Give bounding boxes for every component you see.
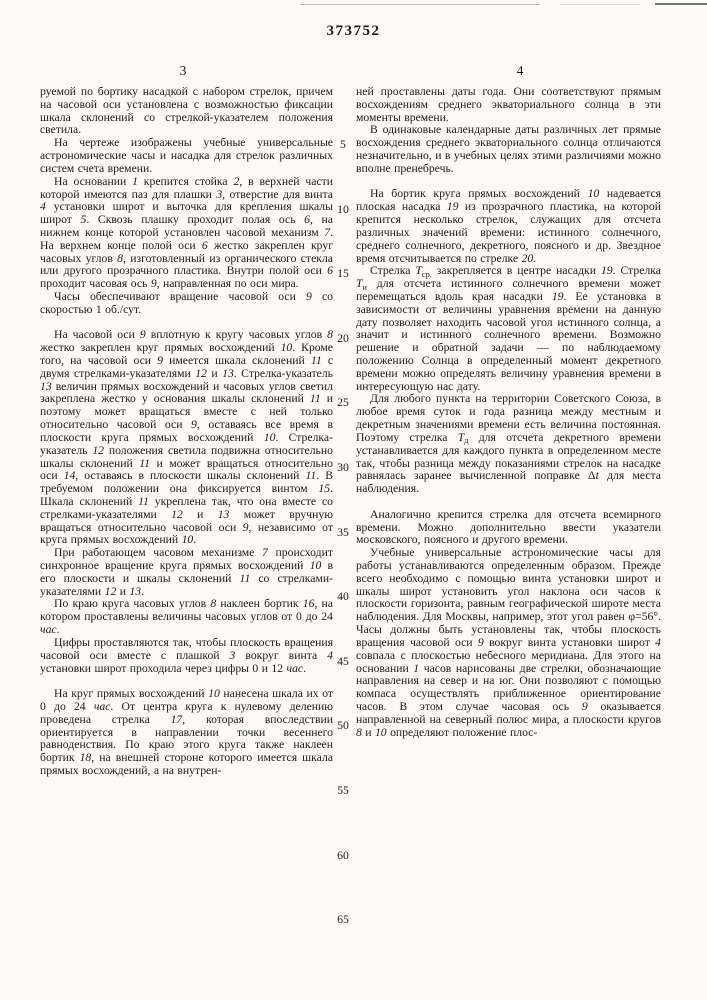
- scan-artifact-line: [300, 4, 540, 5]
- patent-number: 373752: [326, 23, 381, 39]
- paragraph: В одинаковые календарные даты различных лет прямые восхождения среднего экваториального солнца отличаются незначительно, и в учебных целях этими различиями можно вполне пренебречь.: [356, 123, 661, 175]
- paragraph: На бортик круга прямых восхождений 10 надевается плоская насадка 19 из прозрачного пластика, на которой крепится несколько стрелок, служащих для отсчета различных значений времени: истинного солнечного, среднего солнечного, декретного, поясного и др. Звездное время отсчитывается по стрелке 20.: [356, 187, 662, 265]
- paragraph: Цифры проставляются так, чтобы плоскость вращения часовой оси вместе с плашкой 3 вокруг винта 4 установки широт проходила через цифры 0 и 12 час.: [40, 635, 333, 675]
- page-number-left: 3: [179, 63, 187, 78]
- paragraph: На чертеже изображены учебные универсальные астрономические часы и насадка для стрелок различных систем счета времени.: [40, 136, 333, 175]
- paragraph: руемой по бортику насадкой с набором стрелок, причем на часовой оси установлена с возможностью фиксации шкала склонений со стрелкой-указателем положения светила.: [40, 85, 333, 137]
- gutter-line-number: 25: [337, 395, 349, 410]
- scan-artifact-line: [655, 3, 707, 5]
- gutter-line-number: 15: [337, 266, 349, 281]
- paragraph: На круг прямых восхождений 10 нанесена шкала их от 0 до 24 час. От центра круга к нулевому делению проведена стрелка 17, которая впоследствии ориентируется в направлении точки весеннего равноденствия. По краю этого круга также наклеен бортик 18, на внешней стороне которого имеется шкала прямых восхождений, а на внутрен-: [40, 687, 334, 778]
- paragraph: При работающем часовом механизме 7 происходит синхронное вращение круга прямых восхождений 10 в его плоскости и шкалы склонений 11 со стрелками-указателями 12 и 13.: [40, 546, 333, 598]
- gutter-line-number: 35: [337, 524, 349, 539]
- paragraph: Стрелка $Т_{ср.}$ закрепляется в центре насадки 19. Стрелка $Т_и$ для отсчета истинного солнечного времени может перемещаться вдоль края насадки 19. Ее установка в зависимости от величины уравнения времени на данную дату позволяет находить часовой угол истинного солнца, а значит и истинного солнечного времени. Возможно решение и обратной задачи — по наблюдаемому положению Солнца в определенный момент декретного времени можно определять величину уравнения времени в интересующую нас дату.: [356, 264, 661, 393]
- gutter-line-number: 65: [337, 912, 349, 927]
- scan-artifact-line: [560, 4, 640, 5]
- paragraph: ней проставлены даты года. Они соответствуют прямым восхождениям среднего экваториального солнца в эти моменты времени.: [356, 85, 661, 124]
- paragraph: По краю круга часовых углов 8 наклеен бортик 16, на котором проставлены величины часовых углов от 0 до 24 час.: [40, 597, 333, 637]
- paragraph: На часовой оси 9 вплотную к кругу часовых углов 8 жестко закреплен круг прямых восхождений 10. Кроме того, на часовой оси 9 имеется шкала склонений 11 с двумя стрелками-указателями 12 и 13. Стрелка-указатель 13 величин прямых восхождений и часовых углов светил закреплена жестко у основания шкалы склонений 11 и поэтому может вращаться вместе с ней только относительно часовой оси 9, оставаясь все время в плоскости круга прямых восхождений 10. Стрелка-указатель 12 положения светила подвижна относительно шкалы склонений 11 и может вращаться относительно оси 14, оставаясь в плоскости шкалы склонений 11. В требуемом положении она фиксируется винтом 15. Шкала склонений 11 укреплена так, что она вместе со стрелками-указателями 12 и 13 может вручную вращаться относительно часовой оси 9, независимо от круга прямых восхождений 10.: [40, 328, 334, 547]
- gutter-line-number: 50: [337, 718, 349, 733]
- paragraph: Учебные универсальные астрономические часы для работы устанавливаются определенным образом. Прежде всего необходимо с помощью винта установки широт и шкалы широт установить угол наклона оси часов к плоскости горизонта, равным географической широте места наблюдения. Для Москвы, например, этот угол равен φ=56°. Часы должны быть установлены так, чтобы плоскость вращения часовой оси 9 вокруг винта установки широт 4 совпала с плоскостью небесного меридиана. Для этого на основании 1 часов нарисованы две стрелки, обозначающие направления на север и на юг. Они позволяют с помощью компаса осуществлять приближенное ориентирование часов. В этом случае часовая ось 9 оказывается направленной на северный полюс мира, а плоскости кругов 8 и 10 определяют положение плос-: [356, 546, 661, 739]
- right-column-text: [356, 86, 661, 739]
- left-column-text: [40, 86, 333, 778]
- paragraph: Для любого пункта на территории Советского Союза, в любое время суток и года разница между местным и декретным значениями времени есть величина постоянная. Поэтому стрелка $Т_д$ для отсчета декретного времени устанавливается для каждого пункта в определенном месте так, чтобы разница между показаниями стрелок на насадке равнялась заранее вычисленной поправке Δt для места наблюдения.: [356, 392, 661, 496]
- gutter-line-number: 40: [337, 589, 349, 604]
- gutter-line-number: 20: [337, 330, 349, 345]
- gutter-line-number: 60: [337, 847, 349, 862]
- paragraph: Аналогично крепится стрелка для отсчета всемирного времени. Можно дополнительно ввести указатели московского, поясного и другого времени.: [356, 507, 661, 547]
- page-number-right: 4: [516, 63, 524, 78]
- paragraph: Часы обеспечивают вращение часовой оси 9 со скоростью 1 об./сут.: [40, 290, 333, 316]
- gutter-line-number: 5: [340, 137, 346, 151]
- gutter-line-number: 30: [337, 460, 349, 474]
- gutter-line-number: 45: [337, 653, 349, 668]
- paragraph: На основании 1 крепится стойка 2, в верхней части которой имеются паз для плашки 3, отверстие для винта 4 установки широт и выточка для крепления шкалы широт 5. Сквозь плашку проходит полая ось 6, на нижнем конце которой установлен часовой механизм 7. На верхнем конце полой оси 6 жестко закреплен круг часовых углов 8, изготовленный из органического стекла или другого прозрачного пластика. Внутри полой оси 6 проходит часовая ось 9, направленная по оси мира.: [40, 174, 333, 291]
- gutter-line-number: 55: [337, 783, 349, 797]
- gutter-line-number: 10: [337, 201, 349, 216]
